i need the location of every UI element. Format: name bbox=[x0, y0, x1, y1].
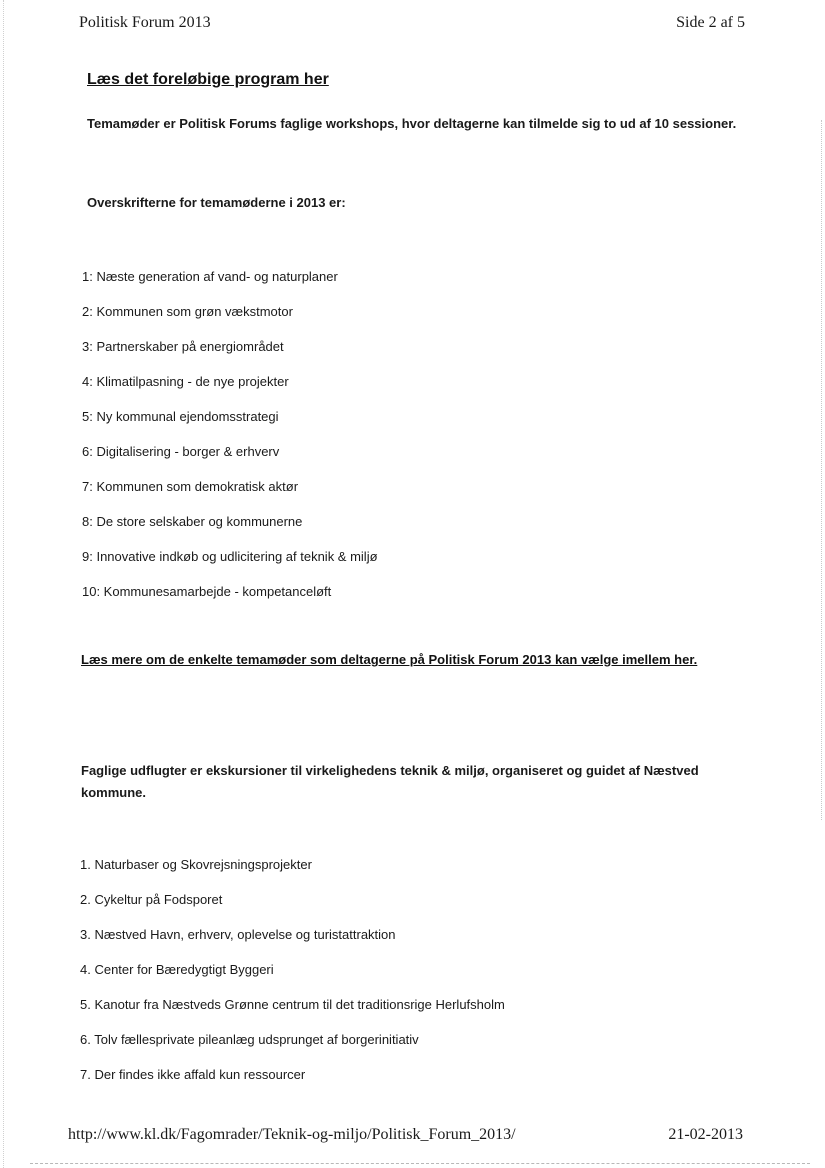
read-more-link[interactable]: Læs mere om de enkelte temamøder som deltagerne på Politisk Forum 2013 kan vælge imellem her. bbox=[81, 652, 698, 667]
temamoder-list bbox=[82, 268, 378, 618]
list-item: 2. Cykeltur på Fodsporet bbox=[80, 892, 223, 907]
list-item: 3: Partnerskaber på energiområdet bbox=[82, 339, 284, 354]
temamoder-heading: Overskrifterne for temamøderne i 2013 er: bbox=[87, 195, 346, 210]
list-item: 2: Kommunen som grøn vækstmotor bbox=[82, 304, 293, 319]
list-item: 6. Tolv fællesprivate pileanlæg udsprunget af borgerinitiativ bbox=[80, 1032, 419, 1047]
scan-edge-bottom bbox=[30, 1163, 810, 1164]
header-title: Politisk Forum 2013 bbox=[79, 14, 211, 31]
list-item: 7. Der findes ikke affald kun ressourcer bbox=[80, 1067, 306, 1082]
read-program-link[interactable]: Læs det foreløbige program her bbox=[87, 71, 329, 88]
list-item: 5. Kanotur fra Næstveds Grønne centrum til det traditionsrige Herlufsholm bbox=[80, 997, 505, 1012]
page-number: Side 2 af 5 bbox=[676, 14, 745, 31]
scan-edge-left bbox=[3, 0, 4, 1168]
footer-date: 21-02-2013 bbox=[668, 1126, 743, 1143]
list-item: 10: Kommunesamarbejde - kompetanceløft bbox=[82, 584, 332, 599]
list-item: 1: Næste generation af vand- og naturplaner bbox=[82, 269, 338, 284]
scan-edge-right bbox=[821, 120, 822, 820]
excursions-list bbox=[80, 856, 505, 1101]
list-item: 1. Naturbaser og Skovrejsningsprojekter bbox=[80, 857, 312, 872]
list-item: 5: Ny kommunal ejendomsstrategi bbox=[82, 409, 279, 424]
list-item: 9: Innovative indkøb og udlicitering af teknik & miljø bbox=[82, 549, 378, 564]
footer-url: http://www.kl.dk/Fagomrader/Teknik-og-miljo/Politisk_Forum_2013/ bbox=[68, 1126, 516, 1143]
list-item: 4. Center for Bæredygtigt Byggeri bbox=[80, 962, 274, 977]
list-item: 7: Kommunen som demokratisk aktør bbox=[82, 479, 299, 494]
list-item: 3. Næstved Havn, erhverv, oplevelse og turistattraktion bbox=[80, 927, 396, 942]
excursions-intro: Faglige udflugter er ekskursioner til virkelighedens teknik & miljø, organiseret og guidet af Næstved kommune. bbox=[81, 763, 699, 800]
list-item: 6: Digitalisering - borger & erhverv bbox=[82, 444, 280, 459]
temamoder-intro: Temamøder er Politisk Forums faglige workshops, hvor deltagerne kan tilmelde sig to ud af 10 sessioner. bbox=[87, 116, 737, 131]
list-item: 8: De store selskaber og kommunerne bbox=[82, 514, 303, 529]
list-item: 4: Klimatilpasning - de nye projekter bbox=[82, 374, 289, 389]
